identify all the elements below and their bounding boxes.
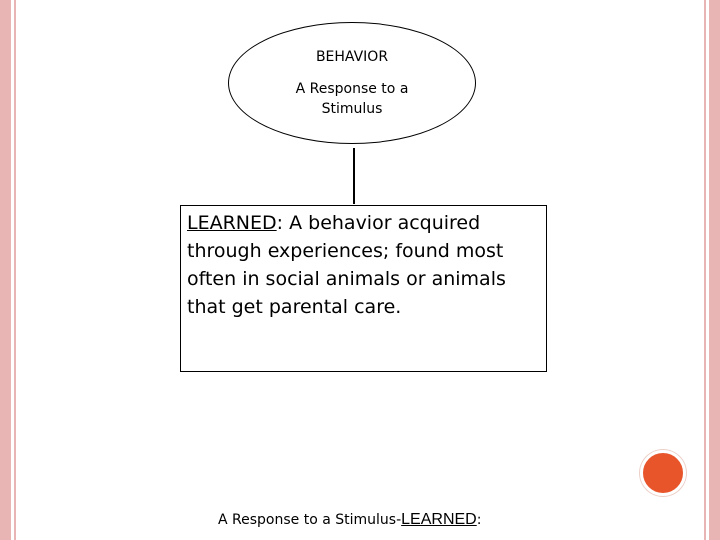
- ellipse-subtitle: A Response to a Stimulus: [295, 81, 409, 117]
- connector-line: [353, 148, 355, 204]
- right-border-band: [709, 0, 720, 540]
- caption-term: LEARNED: [401, 511, 477, 528]
- right-border-line: [704, 0, 706, 540]
- left-border-line: [14, 0, 16, 540]
- caption: [218, 511, 481, 529]
- definition-separator: :: [276, 212, 290, 234]
- definition-text: [187, 209, 527, 321]
- left-border-band: [0, 0, 11, 540]
- caption-prefix: A Response to a Stimulus-: [218, 512, 402, 528]
- ellipse-title: BEHAVIOR: [315, 49, 389, 65]
- definition-term: LEARNED: [187, 212, 277, 234]
- accent-dot: [640, 450, 686, 496]
- definition-body: A behavior acquired through experiences; found most often in social animals or animals that get parental care.: [187, 212, 506, 318]
- caption-suffix: :: [476, 512, 482, 528]
